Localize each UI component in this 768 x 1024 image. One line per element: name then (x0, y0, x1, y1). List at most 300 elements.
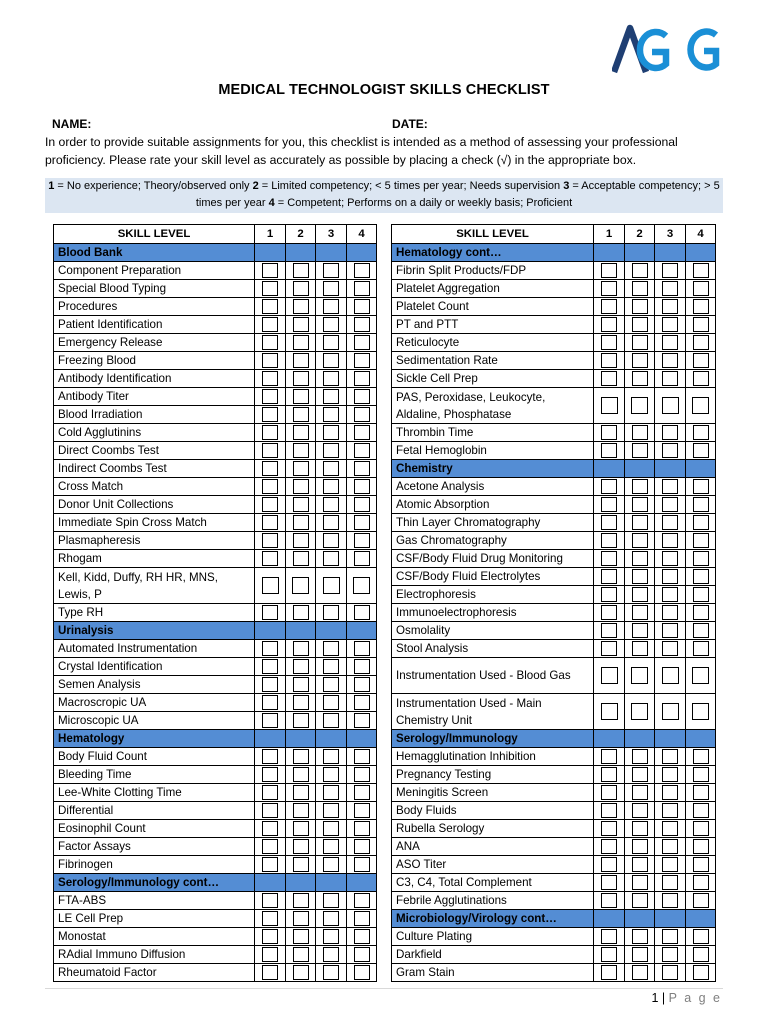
rating-checkbox-4[interactable] (354, 947, 370, 962)
rating-checkbox-4[interactable] (693, 533, 709, 548)
rating-checkbox-1[interactable] (262, 371, 278, 386)
rating-checkbox-2[interactable] (631, 667, 648, 684)
rating-checkbox-4[interactable] (693, 317, 709, 332)
rating-checkbox-1[interactable] (601, 425, 617, 440)
rating-checkbox-1[interactable] (601, 929, 617, 944)
rating-checkbox-2[interactable] (293, 839, 309, 854)
rating-checkbox-3[interactable] (323, 497, 339, 512)
rating-checkbox-1[interactable] (262, 281, 278, 296)
rating-checkbox-3[interactable] (323, 263, 339, 278)
rating-checkbox-4[interactable] (353, 577, 370, 594)
rating-checkbox-1[interactable] (262, 659, 278, 674)
rating-checkbox-3[interactable] (662, 803, 678, 818)
rating-checkbox-1[interactable] (601, 623, 617, 638)
rating-checkbox-2[interactable] (293, 785, 309, 800)
rating-checkbox-3[interactable] (323, 443, 339, 458)
rating-checkbox-4[interactable] (354, 605, 370, 620)
rating-checkbox-2[interactable] (293, 749, 309, 764)
rating-checkbox-4[interactable] (354, 299, 370, 314)
rating-checkbox-1[interactable] (601, 353, 617, 368)
rating-checkbox-2[interactable] (632, 641, 648, 656)
rating-checkbox-3[interactable] (323, 461, 339, 476)
rating-checkbox-4[interactable] (354, 443, 370, 458)
rating-checkbox-3[interactable] (662, 425, 678, 440)
rating-checkbox-2[interactable] (632, 767, 648, 782)
rating-checkbox-3[interactable] (662, 875, 678, 890)
rating-checkbox-2[interactable] (632, 605, 648, 620)
rating-checkbox-3[interactable] (323, 479, 339, 494)
rating-checkbox-2[interactable] (632, 281, 648, 296)
rating-checkbox-1[interactable] (262, 353, 278, 368)
rating-checkbox-1[interactable] (601, 785, 617, 800)
rating-checkbox-1[interactable] (262, 443, 278, 458)
rating-checkbox-3[interactable] (662, 533, 678, 548)
rating-checkbox-1[interactable] (601, 893, 617, 908)
rating-checkbox-2[interactable] (293, 929, 309, 944)
rating-checkbox-4[interactable] (354, 767, 370, 782)
rating-checkbox-1[interactable] (262, 263, 278, 278)
rating-checkbox-1[interactable] (601, 641, 617, 656)
rating-checkbox-1[interactable] (601, 569, 617, 584)
rating-checkbox-1[interactable] (601, 587, 617, 602)
rating-checkbox-1[interactable] (262, 533, 278, 548)
rating-checkbox-4[interactable] (693, 785, 709, 800)
rating-checkbox-2[interactable] (632, 479, 648, 494)
rating-checkbox-3[interactable] (323, 965, 339, 980)
rating-checkbox-3[interactable] (323, 713, 339, 728)
rating-checkbox-2[interactable] (293, 821, 309, 836)
rating-checkbox-3[interactable] (323, 353, 339, 368)
rating-checkbox-3[interactable] (323, 929, 339, 944)
rating-checkbox-3[interactable] (323, 857, 339, 872)
rating-checkbox-2[interactable] (632, 317, 648, 332)
rating-checkbox-3[interactable] (662, 515, 678, 530)
rating-checkbox-2[interactable] (293, 335, 309, 350)
rating-checkbox-4[interactable] (354, 839, 370, 854)
rating-checkbox-4[interactable] (354, 497, 370, 512)
rating-checkbox-1[interactable] (601, 667, 618, 684)
rating-checkbox-4[interactable] (693, 839, 709, 854)
rating-checkbox-2[interactable] (293, 425, 309, 440)
rating-checkbox-4[interactable] (693, 479, 709, 494)
rating-checkbox-4[interactable] (692, 703, 709, 720)
rating-checkbox-3[interactable] (662, 587, 678, 602)
rating-checkbox-2[interactable] (293, 443, 309, 458)
rating-checkbox-3[interactable] (662, 749, 678, 764)
rating-checkbox-1[interactable] (601, 317, 617, 332)
rating-checkbox-2[interactable] (632, 785, 648, 800)
rating-checkbox-1[interactable] (601, 533, 617, 548)
rating-checkbox-2[interactable] (293, 767, 309, 782)
rating-checkbox-1[interactable] (601, 515, 617, 530)
rating-checkbox-2[interactable] (293, 893, 309, 908)
rating-checkbox-1[interactable] (262, 713, 278, 728)
rating-checkbox-3[interactable] (323, 767, 339, 782)
rating-checkbox-3[interactable] (323, 839, 339, 854)
rating-checkbox-4[interactable] (354, 281, 370, 296)
rating-checkbox-1[interactable] (601, 947, 617, 962)
rating-checkbox-2[interactable] (293, 371, 309, 386)
rating-checkbox-2[interactable] (632, 857, 648, 872)
rating-checkbox-3[interactable] (323, 749, 339, 764)
rating-checkbox-2[interactable] (632, 623, 648, 638)
rating-checkbox-4[interactable] (693, 929, 709, 944)
rating-checkbox-4[interactable] (354, 659, 370, 674)
rating-checkbox-3[interactable] (662, 947, 678, 962)
rating-checkbox-3[interactable] (662, 703, 679, 720)
rating-checkbox-2[interactable] (293, 461, 309, 476)
rating-checkbox-4[interactable] (354, 803, 370, 818)
rating-checkbox-1[interactable] (262, 641, 278, 656)
rating-checkbox-3[interactable] (662, 443, 678, 458)
rating-checkbox-3[interactable] (662, 371, 678, 386)
rating-checkbox-4[interactable] (354, 371, 370, 386)
rating-cell-3 (316, 910, 347, 928)
rating-checkbox-3[interactable] (662, 767, 678, 782)
rating-checkbox-1[interactable] (262, 857, 278, 872)
rating-checkbox-3[interactable] (323, 659, 339, 674)
rating-checkbox-1[interactable] (601, 857, 617, 872)
section-cell (255, 874, 286, 892)
rating-checkbox-3[interactable] (323, 371, 339, 386)
rating-checkbox-2[interactable] (632, 443, 648, 458)
rating-checkbox-3[interactable] (662, 497, 678, 512)
rating-checkbox-2[interactable] (632, 551, 648, 566)
rating-cell-1 (255, 766, 286, 784)
rating-checkbox-2[interactable] (293, 515, 309, 530)
rating-checkbox-4[interactable] (693, 605, 709, 620)
rating-checkbox-3[interactable] (323, 677, 339, 692)
rating-checkbox-3[interactable] (323, 695, 339, 710)
rating-checkbox-1[interactable] (601, 703, 618, 720)
rating-checkbox-2[interactable] (632, 749, 648, 764)
rating-checkbox-2[interactable] (293, 299, 309, 314)
rating-checkbox-1[interactable] (601, 299, 617, 314)
rating-checkbox-4[interactable] (693, 299, 709, 314)
rating-checkbox-4[interactable] (354, 695, 370, 710)
rating-checkbox-2[interactable] (293, 497, 309, 512)
rating-checkbox-4[interactable] (354, 515, 370, 530)
rating-checkbox-4[interactable] (354, 857, 370, 872)
rating-checkbox-2[interactable] (293, 857, 309, 872)
rating-checkbox-3[interactable] (662, 605, 678, 620)
rating-checkbox-4[interactable] (354, 785, 370, 800)
rating-checkbox-4[interactable] (693, 749, 709, 764)
rating-checkbox-4[interactable] (354, 713, 370, 728)
rating-checkbox-1[interactable] (262, 407, 278, 422)
skill-label: Microscopic UA (54, 712, 255, 730)
rating-checkbox-2[interactable] (293, 695, 309, 710)
rating-checkbox-2[interactable] (632, 371, 648, 386)
rating-checkbox-3[interactable] (662, 479, 678, 494)
rating-cell-1 (594, 298, 625, 316)
rating-checkbox-4[interactable] (354, 677, 370, 692)
rating-checkbox-4[interactable] (693, 767, 709, 782)
rating-checkbox-4[interactable] (693, 281, 709, 296)
rating-checkbox-4[interactable] (354, 911, 370, 926)
rating-checkbox-1[interactable] (262, 929, 278, 944)
rating-checkbox-4[interactable] (693, 371, 709, 386)
rating-checkbox-4[interactable] (354, 533, 370, 548)
rating-cell-2 (625, 370, 655, 388)
rating-checkbox-1[interactable] (262, 551, 278, 566)
rating-checkbox-1[interactable] (601, 443, 617, 458)
rating-checkbox-3[interactable] (662, 893, 678, 908)
rating-checkbox-4[interactable] (354, 425, 370, 440)
rating-checkbox-2[interactable] (632, 533, 648, 548)
rating-checkbox-1[interactable] (262, 299, 278, 314)
rating-checkbox-1[interactable] (262, 911, 278, 926)
rating-checkbox-1[interactable] (262, 767, 278, 782)
rating-checkbox-4[interactable] (693, 353, 709, 368)
rating-checkbox-1[interactable] (262, 695, 278, 710)
rating-checkbox-3[interactable] (662, 551, 678, 566)
rating-cell-2 (286, 514, 316, 532)
rating-checkbox-1[interactable] (262, 577, 279, 594)
rating-cell-4 (347, 604, 377, 622)
rating-checkbox-4[interactable] (693, 497, 709, 512)
rating-checkbox-2[interactable] (293, 713, 309, 728)
rating-checkbox-2[interactable] (293, 317, 309, 332)
rating-checkbox-4[interactable] (354, 749, 370, 764)
rating-checkbox-1[interactable] (601, 551, 617, 566)
rating-checkbox-2[interactable] (293, 803, 309, 818)
rating-checkbox-2[interactable] (293, 911, 309, 926)
rating-checkbox-3[interactable] (323, 641, 339, 656)
rating-checkbox-4[interactable] (693, 587, 709, 602)
rating-checkbox-4[interactable] (693, 947, 709, 962)
rating-checkbox-3[interactable] (662, 641, 678, 656)
rating-checkbox-3[interactable] (662, 965, 678, 980)
rating-checkbox-2[interactable] (631, 397, 648, 414)
rating-checkbox-4[interactable] (354, 929, 370, 944)
rating-checkbox-1[interactable] (601, 803, 617, 818)
rating-checkbox-1[interactable] (262, 893, 278, 908)
rating-checkbox-1[interactable] (262, 515, 278, 530)
rating-checkbox-1[interactable] (601, 605, 617, 620)
rating-checkbox-2[interactable] (293, 533, 309, 548)
rating-checkbox-4[interactable] (693, 803, 709, 818)
rating-checkbox-3[interactable] (323, 515, 339, 530)
skill-row (392, 802, 716, 820)
rating-checkbox-1[interactable] (601, 497, 617, 512)
rating-checkbox-3[interactable] (323, 299, 339, 314)
rating-checkbox-3[interactable] (662, 929, 678, 944)
rating-checkbox-1[interactable] (262, 677, 278, 692)
rating-checkbox-2[interactable] (293, 263, 309, 278)
rating-cell-4 (347, 532, 377, 550)
rating-checkbox-3[interactable] (662, 299, 678, 314)
rating-checkbox-2[interactable] (632, 335, 648, 350)
rating-checkbox-2[interactable] (632, 839, 648, 854)
rating-checkbox-1[interactable] (601, 397, 618, 414)
rating-checkbox-2[interactable] (632, 965, 648, 980)
rating-checkbox-1[interactable] (262, 317, 278, 332)
rating-checkbox-3[interactable] (662, 263, 678, 278)
rating-checkbox-3[interactable] (323, 893, 339, 908)
rating-checkbox-3[interactable] (662, 839, 678, 854)
rating-checkbox-3[interactable] (662, 667, 679, 684)
rating-checkbox-2[interactable] (632, 587, 648, 602)
rating-checkbox-4[interactable] (354, 965, 370, 980)
rating-checkbox-3[interactable] (662, 821, 678, 836)
rating-checkbox-1[interactable] (601, 335, 617, 350)
rating-checkbox-4[interactable] (693, 263, 709, 278)
rating-checkbox-2[interactable] (293, 281, 309, 296)
rating-checkbox-4[interactable] (693, 569, 709, 584)
rating-checkbox-3[interactable] (662, 397, 679, 414)
rating-checkbox-2[interactable] (632, 569, 648, 584)
rating-checkbox-2[interactable] (632, 425, 648, 440)
rating-checkbox-4[interactable] (693, 821, 709, 836)
rating-checkbox-4[interactable] (354, 821, 370, 836)
rating-cell-4 (686, 820, 716, 838)
rating-checkbox-4[interactable] (354, 641, 370, 656)
rating-checkbox-3[interactable] (323, 911, 339, 926)
rating-checkbox-2[interactable] (292, 577, 309, 594)
rating-checkbox-1[interactable] (262, 785, 278, 800)
rating-checkbox-3[interactable] (323, 605, 339, 620)
rating-checkbox-2[interactable] (632, 803, 648, 818)
rating-checkbox-1[interactable] (601, 965, 617, 980)
rating-checkbox-3[interactable] (323, 281, 339, 296)
rating-checkbox-2[interactable] (293, 965, 309, 980)
rating-checkbox-2[interactable] (293, 659, 309, 674)
rating-checkbox-3[interactable] (323, 577, 340, 594)
rating-checkbox-2[interactable] (293, 947, 309, 962)
rating-checkbox-4[interactable] (693, 893, 709, 908)
header-level-3: 3 (316, 225, 347, 244)
rating-checkbox-2[interactable] (293, 641, 309, 656)
rating-checkbox-2[interactable] (293, 605, 309, 620)
rating-cell-1 (255, 802, 286, 820)
rating-checkbox-4[interactable] (692, 667, 709, 684)
rating-checkbox-3[interactable] (323, 389, 339, 404)
rating-checkbox-4[interactable] (354, 551, 370, 566)
skill-row (54, 658, 377, 676)
rating-checkbox-1[interactable] (601, 875, 617, 890)
rating-checkbox-4[interactable] (693, 515, 709, 530)
rating-checkbox-4[interactable] (693, 443, 709, 458)
rating-checkbox-3[interactable] (323, 785, 339, 800)
rating-checkbox-3[interactable] (662, 623, 678, 638)
rating-checkbox-1[interactable] (601, 479, 617, 494)
rating-checkbox-2[interactable] (632, 893, 648, 908)
rating-checkbox-4[interactable] (693, 965, 709, 980)
rating-checkbox-3[interactable] (323, 335, 339, 350)
page-footer (651, 991, 722, 1005)
rating-checkbox-1[interactable] (262, 389, 278, 404)
rating-cell-4 (686, 928, 716, 946)
rating-checkbox-1[interactable] (601, 281, 617, 296)
rating-checkbox-2[interactable] (293, 551, 309, 566)
rating-checkbox-4[interactable] (693, 857, 709, 872)
rating-checkbox-2[interactable] (632, 263, 648, 278)
rating-cell-3 (655, 568, 686, 586)
rating-checkbox-3[interactable] (662, 857, 678, 872)
rating-checkbox-4[interactable] (354, 461, 370, 476)
rating-checkbox-1[interactable] (262, 821, 278, 836)
rating-checkbox-1[interactable] (262, 497, 278, 512)
rating-checkbox-4[interactable] (354, 353, 370, 368)
rating-checkbox-2[interactable] (631, 703, 648, 720)
rating-checkbox-1[interactable] (262, 425, 278, 440)
rating-checkbox-2[interactable] (632, 929, 648, 944)
rating-cell-1 (594, 694, 625, 730)
rating-checkbox-1[interactable] (262, 947, 278, 962)
rating-checkbox-2[interactable] (632, 497, 648, 512)
rating-cell-2 (625, 766, 655, 784)
rating-checkbox-2[interactable] (632, 947, 648, 962)
rating-checkbox-3[interactable] (662, 353, 678, 368)
rating-checkbox-3[interactable] (323, 821, 339, 836)
rating-checkbox-2[interactable] (293, 677, 309, 692)
rating-checkbox-2[interactable] (632, 353, 648, 368)
rating-checkbox-2[interactable] (632, 299, 648, 314)
rating-checkbox-4[interactable] (354, 335, 370, 350)
rating-checkbox-2[interactable] (293, 479, 309, 494)
rating-checkbox-2[interactable] (632, 875, 648, 890)
rating-checkbox-4[interactable] (693, 335, 709, 350)
rating-checkbox-1[interactable] (262, 479, 278, 494)
rating-checkbox-4[interactable] (693, 641, 709, 656)
rating-checkbox-1[interactable] (262, 461, 278, 476)
rating-checkbox-2[interactable] (293, 353, 309, 368)
rating-checkbox-1[interactable] (601, 767, 617, 782)
rating-checkbox-4[interactable] (354, 407, 370, 422)
rating-checkbox-4[interactable] (354, 389, 370, 404)
rating-checkbox-4[interactable] (693, 425, 709, 440)
rating-checkbox-1[interactable] (262, 839, 278, 854)
rating-checkbox-3[interactable] (323, 803, 339, 818)
rating-checkbox-3[interactable] (323, 317, 339, 332)
rating-checkbox-4[interactable] (693, 875, 709, 890)
rating-checkbox-1[interactable] (262, 749, 278, 764)
rating-checkbox-4[interactable] (354, 479, 370, 494)
rating-checkbox-1[interactable] (601, 821, 617, 836)
rating-checkbox-1[interactable] (262, 965, 278, 980)
rating-checkbox-3[interactable] (662, 785, 678, 800)
rating-checkbox-1[interactable] (601, 263, 617, 278)
rating-checkbox-4[interactable] (354, 317, 370, 332)
rating-checkbox-1[interactable] (262, 803, 278, 818)
rating-checkbox-4[interactable] (354, 893, 370, 908)
rating-checkbox-3[interactable] (323, 533, 339, 548)
rating-checkbox-3[interactable] (662, 317, 678, 332)
rating-checkbox-3[interactable] (662, 335, 678, 350)
rating-checkbox-1[interactable] (601, 839, 617, 854)
rating-checkbox-3[interactable] (662, 569, 678, 584)
rating-checkbox-1[interactable] (601, 371, 617, 386)
rating-checkbox-4[interactable] (693, 551, 709, 566)
rating-checkbox-2[interactable] (632, 821, 648, 836)
rating-checkbox-4[interactable] (354, 263, 370, 278)
rating-checkbox-4[interactable] (693, 623, 709, 638)
rating-checkbox-3[interactable] (323, 407, 339, 422)
rating-checkbox-4[interactable] (692, 397, 709, 414)
rating-checkbox-3[interactable] (323, 551, 339, 566)
rating-checkbox-3[interactable] (323, 947, 339, 962)
rating-checkbox-3[interactable] (662, 281, 678, 296)
rating-cell-3 (655, 694, 686, 730)
rating-checkbox-1[interactable] (601, 749, 617, 764)
rating-checkbox-2[interactable] (632, 515, 648, 530)
rating-checkbox-2[interactable] (293, 389, 309, 404)
rating-checkbox-2[interactable] (293, 407, 309, 422)
rating-checkbox-1[interactable] (262, 605, 278, 620)
rating-checkbox-1[interactable] (262, 335, 278, 350)
rating-checkbox-3[interactable] (323, 425, 339, 440)
